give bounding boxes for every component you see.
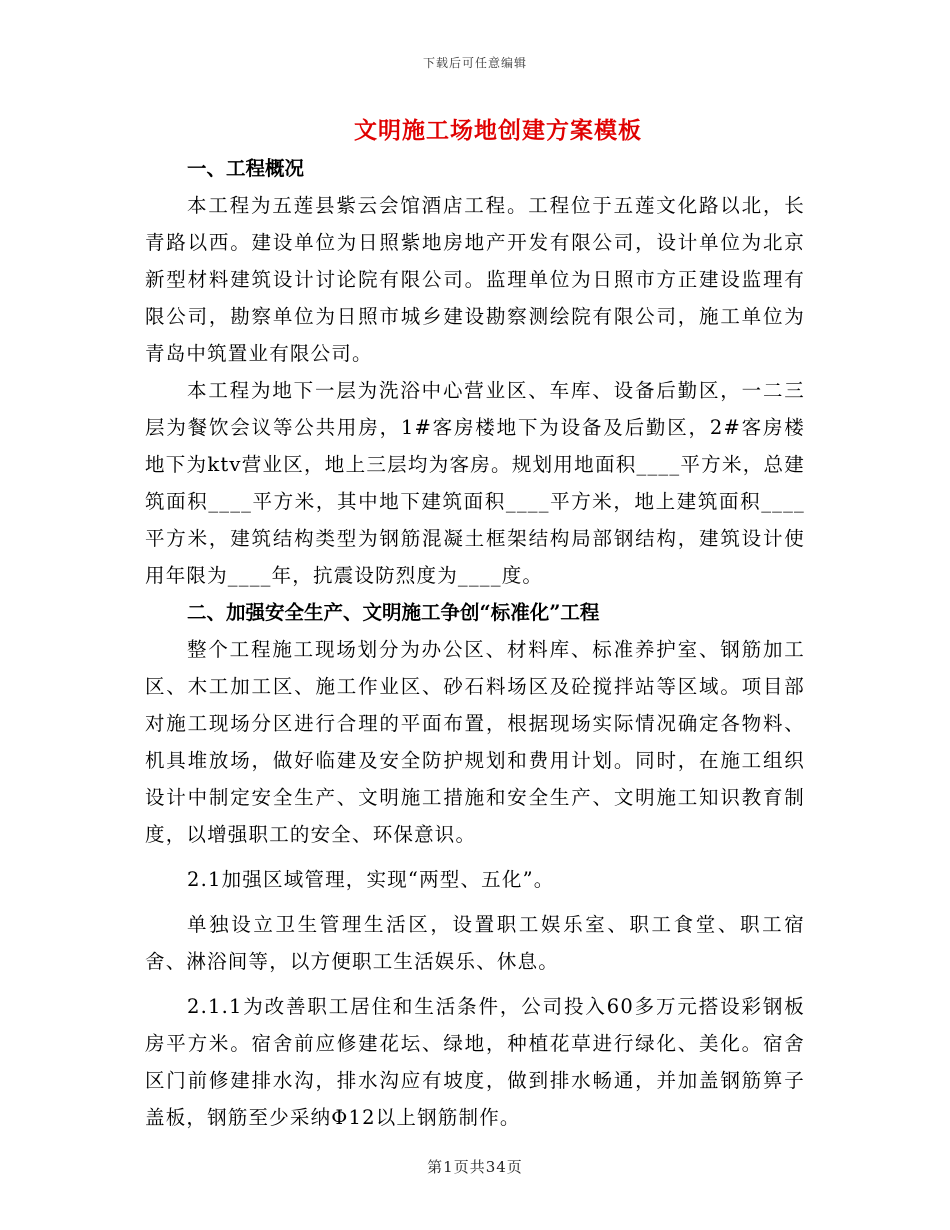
overview-paragraph-1: 本工程为五莲县紫云会馆酒店工程。工程位于五莲文化路以北，长青路以西。建设单位为日照紫地房地产开发有限公司，设计单位为北京新型材料建筑设计讨论院有限公司。监理单位为日照市方正建设监理有限公司，勘察单位为日照市城乡建设勘察测绘院有限公司，施工单位为青岛中筑置业有限公司。 (145, 194, 805, 365)
section-heading-overview: 一、工程概况 (187, 157, 305, 180)
subsection-title-2-1: 2.1加强区域管理，实现“两型、五化”。 (187, 868, 555, 891)
page-number-footer: 第1页共34页 (427, 1158, 523, 1176)
subsubsection-paragraph-2-1-1: 2.1.1为改善职工居住和生活条件，公司投入60多万元搭设彩钢板房平方米。宿舍前应修建花坛、绿地，种植花草进行绿化、美化。宿舍区门前修建排水沟，排水沟应有坡度，做到排水畅通，并加盖钢筋箅子盖板，钢筋至少采纳Φ12以上钢筋制作。 (145, 995, 805, 1129)
overview-paragraph-2: 本工程为地下一层为洗浴中心营业区、车库、设备后勤区，一二三层为餐饮会议等公共用房，1#客房楼地下为设备及后勤区，2#客房楼地下为ktv营业区，地上三层均为客房。规划用地面积____平方米，总建筑面积____平方米，其中地下建筑面积____平方米，地上建筑面积____平方米，建筑结构类型为钢筋混凝土框架结构局部钢结构，建筑设计使用年限为____年，抗震设防烈度为____度。 (145, 379, 805, 587)
subsection-paragraph: 单独设立卫生管理生活区，设置职工娱乐室、职工食堂、职工宿舍、淋浴间等，以方便职工生活娱乐、休息。 (145, 913, 805, 973)
document-title: 文明施工场地创建方案模板 (354, 117, 642, 144)
document-body (145, 150, 805, 1136)
header-note: 下载后可任意编辑 (422, 56, 527, 70)
section-heading-safety: 二、加强安全生产、文明施工争创“标准化”工程 (187, 601, 600, 624)
safety-paragraph-1: 整个工程施工现场划分为办公区、材料库、标准养护室、钢筋加工区、木工加工区、施工作业区、砂石料场区及砼搅拌站等区域。项目部对施工现场分区进行合理的平面布置，根据现场实际情况确定各物料、机具堆放场，做好临建及安全防护规划和费用计划。同时，在施工组织设计中制定安全生产、文明施工措施和安全生产、文明施工知识教育制度，以增强职工的安全、环保意识。 (145, 638, 805, 846)
